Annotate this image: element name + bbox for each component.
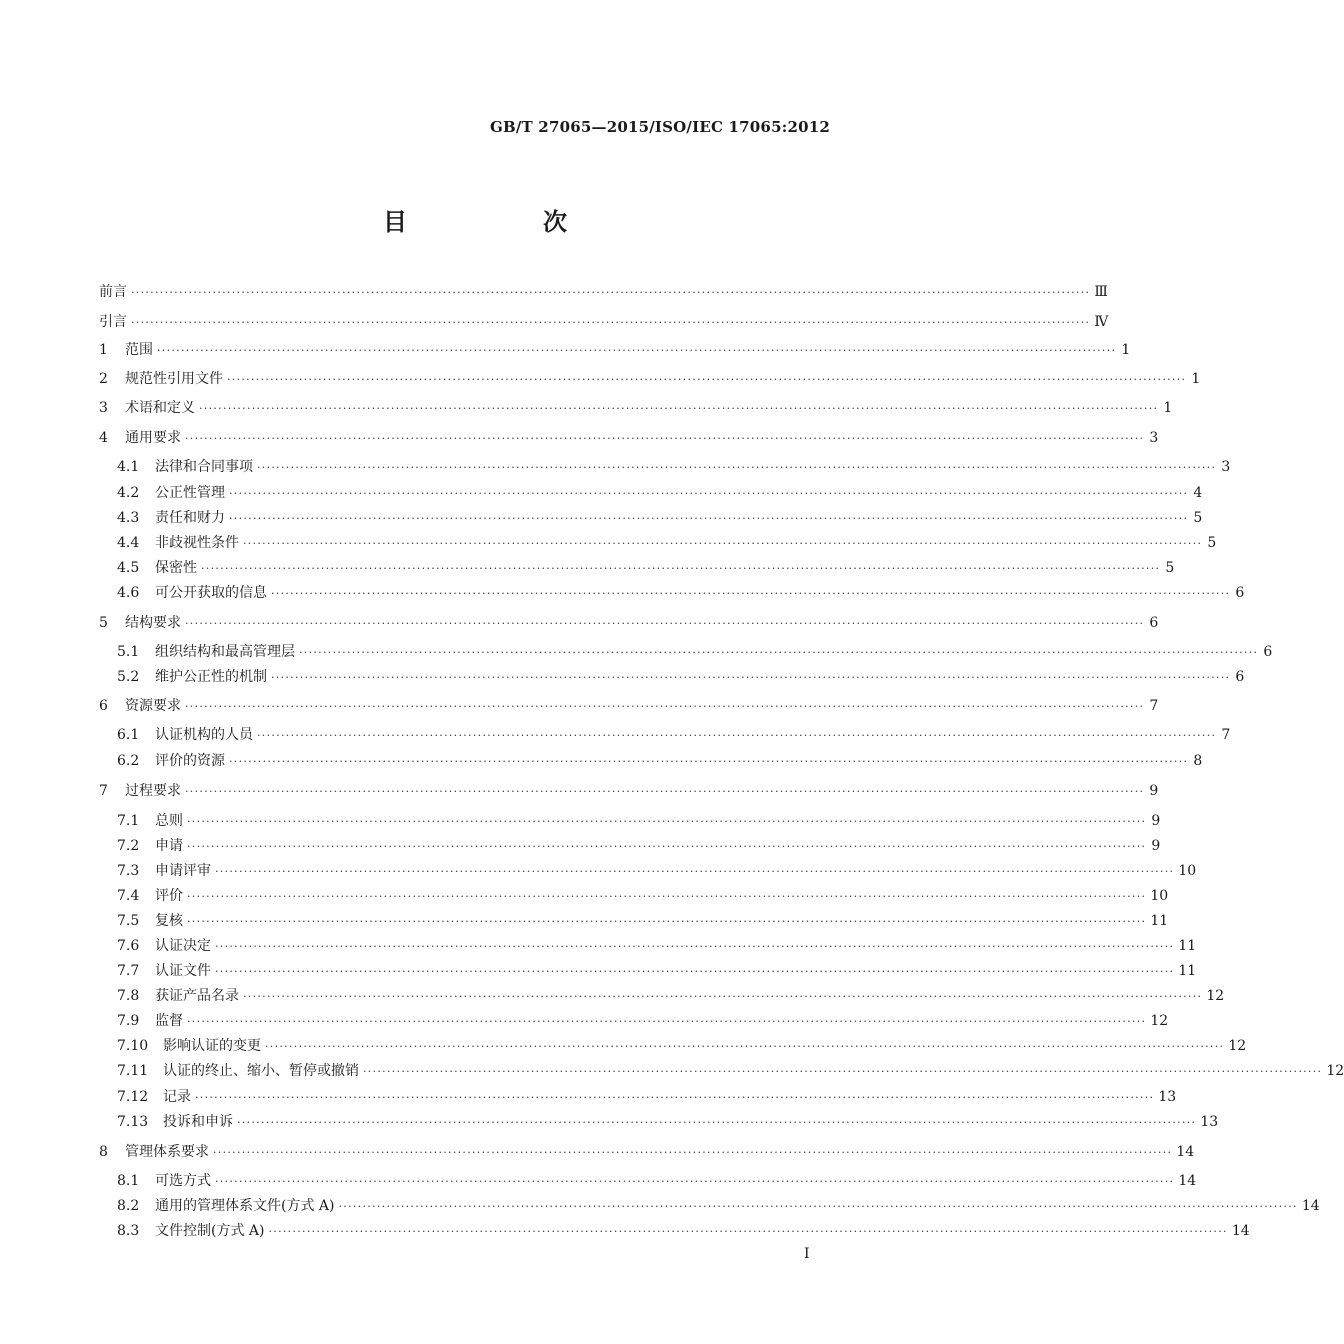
toc-entry [117, 960, 1197, 982]
toc-page-number: 14 [1301, 1198, 1320, 1214]
toc-section-number: 3 [99, 400, 108, 416]
toc-leader-dots: ········································································································································································································ [131, 286, 1091, 299]
toc-leader-dots: ········································································································································································································ [199, 402, 1159, 415]
toc-page-number: 5 [1193, 510, 1203, 526]
toc-entry [99, 427, 1159, 449]
toc-leader-dots: ········································································································································································································ [265, 1040, 1225, 1053]
toc-page-number: 7 [1221, 727, 1231, 743]
toc-section-title: 术语和定义 [125, 400, 195, 416]
toc-section-number: 7.9 [117, 1013, 140, 1029]
toc-entry [117, 910, 1169, 932]
toc-section-number: 7.5 [117, 913, 140, 929]
toc-page-number: 11 [1178, 938, 1197, 954]
toc-entry [117, 1220, 1250, 1242]
toc-leader-dots: ········································································································································································································ [237, 1116, 1197, 1129]
toc-section-number: 7.12 [117, 1089, 149, 1105]
toc-page-number: 11 [1178, 963, 1197, 979]
toc-leader-dots: ········································································································································································································ [185, 617, 1145, 630]
toc-section-title: 管理体系要求 [125, 1144, 209, 1160]
toc-page-number: 12 [1150, 1013, 1169, 1029]
toc-entry [99, 311, 1109, 333]
toc-section-title: 公正性管理 [155, 485, 225, 501]
toc-entry [117, 750, 1203, 772]
toc-section-title: 认证机构的人员 [155, 727, 253, 743]
toc-leader-dots: ········································································································································································································ [215, 1175, 1175, 1188]
toc-page-number: 5 [1207, 535, 1217, 551]
toc-section-number: 4.6 [117, 585, 140, 601]
toc-section-title: 认证文件 [155, 963, 211, 979]
toc-entry [99, 612, 1159, 634]
toc-page-number: 11 [1150, 913, 1169, 929]
toc-section-number: 4.1 [117, 459, 140, 475]
toc-leader-dots: ········································································································································································································ [215, 965, 1175, 978]
toc-page-number: 6 [1263, 644, 1273, 660]
toc-section-number: 8 [99, 1144, 108, 1160]
toc-entry [117, 1060, 1344, 1082]
toc-leader-dots: ········································································································································································································ [201, 562, 1161, 575]
toc-page-number: 14 [1231, 1223, 1250, 1239]
toc-section-title: 影响认证的变更 [163, 1038, 261, 1054]
toc-section-title: 前言 [99, 284, 127, 300]
toc-page-number: 13 [1200, 1114, 1219, 1130]
toc-page-number: 13 [1158, 1089, 1177, 1105]
toc-section-number: 2 [99, 371, 108, 387]
toc-entry [117, 532, 1217, 554]
toc-section-title: 可公开获取的信息 [155, 585, 267, 601]
toc-section-number: 4.3 [117, 510, 140, 526]
toc-section-number: 1 [99, 342, 108, 358]
toc-section-number: 7.4 [117, 888, 140, 904]
toc-leader-dots: ········································································································································································································ [229, 487, 1189, 500]
toc-page-number: 14 [1176, 1144, 1195, 1160]
toc-leader-dots: ········································································································································································································ [185, 432, 1145, 445]
toc-page-number: 10 [1150, 888, 1169, 904]
toc-section-number: 6.1 [117, 727, 140, 743]
toc-section-title: 资源要求 [125, 698, 181, 714]
toc-leader-dots: ········································································································································································································ [213, 1146, 1173, 1159]
toc-entry [99, 281, 1108, 303]
toc-page-number: Ⅳ [1094, 314, 1109, 330]
toc-entry [117, 1111, 1219, 1133]
toc-section-number: 4.4 [117, 535, 140, 551]
toc-section-number: 7.10 [117, 1038, 149, 1054]
toc-section-title: 通用要求 [125, 430, 181, 446]
toc-entry [117, 835, 1161, 857]
toc-page-number: Ⅲ [1094, 284, 1108, 300]
toc-leader-dots: ········································································································································································································ [271, 587, 1231, 600]
toc-entry [117, 885, 1169, 907]
toc-leader-dots: ········································································································································································································ [157, 344, 1117, 357]
toc-page-number: 1 [1163, 400, 1173, 416]
toc-leader-dots: ········································································································································································································ [187, 815, 1147, 828]
toc-section-title: 非歧视性条件 [155, 535, 239, 551]
toc-entry [117, 985, 1225, 1007]
toc-entry [117, 1086, 1177, 1108]
toc-section-number: 7.6 [117, 938, 140, 954]
toc-section-title: 范围 [125, 342, 153, 358]
toc-entry [117, 935, 1197, 957]
toc-page-number: 1 [1121, 342, 1131, 358]
toc-section-title: 引言 [99, 314, 127, 330]
toc-leader-dots: ········································································································································································································ [299, 646, 1259, 659]
toc-entry [117, 582, 1245, 604]
toc-section-number: 4.2 [117, 485, 140, 501]
toc-entry [117, 666, 1245, 688]
toc-section-title: 法律和合同事项 [155, 459, 253, 475]
toc-section-title: 认证决定 [155, 938, 211, 954]
toc-entry [117, 557, 1175, 579]
toc-section-title: 组织结构和最高管理层 [155, 644, 295, 660]
toc-entry [99, 339, 1131, 361]
toc-page-number: 1 [1191, 371, 1201, 387]
toc-page-number: 12 [1326, 1063, 1344, 1079]
toc-page-number: 3 [1221, 459, 1231, 475]
toc-leader-dots: ········································································································································································································ [187, 915, 1147, 928]
toc-entry [99, 397, 1173, 419]
toc-leader-dots: ········································································································································································································ [257, 461, 1217, 474]
toc-entry [117, 507, 1203, 529]
toc-page-number: 12 [1206, 988, 1225, 1004]
toc-section-number: 8.2 [117, 1198, 140, 1214]
toc-section-number: 7.8 [117, 988, 140, 1004]
toc-section-number: 5 [99, 615, 108, 631]
toc-leader-dots: ········································································································································································································ [187, 890, 1147, 903]
toc-leader-dots: ········································································································································································································ [185, 785, 1145, 798]
toc-section-number: 7.11 [117, 1063, 149, 1079]
toc-entry [99, 1141, 1195, 1163]
toc-section-number: 7.13 [117, 1114, 149, 1130]
page-number: I [804, 1246, 810, 1262]
toc-entry [99, 780, 1159, 802]
toc-leader-dots: ········································································································································································································ [257, 729, 1217, 742]
toc-leader-dots: ········································································································································································································ [215, 940, 1175, 953]
toc-page-number: 8 [1193, 753, 1203, 769]
toc-leader-dots: ········································································································································································································ [187, 840, 1147, 853]
toc-section-number: 7.3 [117, 863, 140, 879]
toc-section-title: 文件控制(方式 A) [155, 1223, 265, 1239]
toc-leader-dots: ········································································································································································································ [215, 865, 1175, 878]
toc-section-title: 结构要求 [125, 615, 181, 631]
toc-leader-dots: ········································································································································································································ [187, 1015, 1147, 1028]
toc-leader-dots: ········································································································································································································ [243, 990, 1203, 1003]
toc-section-title: 可选方式 [155, 1173, 211, 1189]
toc-section-title: 责任和财力 [155, 510, 225, 526]
toc-section-title: 维护公正性的机制 [155, 669, 267, 685]
toc-page-number: 6 [1149, 615, 1159, 631]
toc-page-number: 5 [1165, 560, 1175, 576]
toc-leader-dots: ········································································································································································································ [185, 700, 1145, 713]
toc-entry [117, 1010, 1169, 1032]
toc-section-title: 通用的管理体系文件(方式 A) [155, 1198, 335, 1214]
toc-entry [117, 810, 1161, 832]
toc-section-title: 认证的终止、缩小、暂停或撤销 [163, 1063, 359, 1079]
toc-section-title: 获证产品名录 [155, 988, 239, 1004]
toc-page-number: 3 [1149, 430, 1159, 446]
page-title: 目 次 [383, 207, 623, 236]
toc-section-title: 申请评审 [155, 863, 211, 879]
toc-section-title: 保密性 [155, 560, 197, 576]
toc-page-number: 6 [1235, 585, 1245, 601]
toc-section-title: 复核 [155, 913, 183, 929]
toc-leader-dots: ········································································································································································································ [195, 1091, 1155, 1104]
standard-code: GB/T 27065—2015/ISO/IEC 17065:2012 [489, 118, 830, 136]
toc-section-number: 7.2 [117, 838, 140, 854]
toc-leader-dots: ········································································································································································································ [243, 537, 1203, 550]
toc-entry [117, 1195, 1320, 1217]
toc-section-title: 记录 [163, 1089, 191, 1105]
toc-page-number: 9 [1151, 813, 1161, 829]
toc-section-number: 5.2 [117, 669, 140, 685]
toc-page-number: 10 [1178, 863, 1197, 879]
toc-leader-dots: ········································································································································································································ [131, 316, 1091, 329]
toc-leader-dots: ········································································································································································································ [229, 755, 1189, 768]
toc-section-title: 监督 [155, 1013, 183, 1029]
toc-leader-dots: ········································································································································································································ [227, 373, 1187, 386]
toc-section-number: 6.2 [117, 753, 140, 769]
toc-leader-dots: ········································································································································································································ [271, 671, 1231, 684]
toc-leader-dots: ········································································································································································································ [229, 512, 1189, 525]
toc-entry [99, 368, 1201, 390]
toc-section-number: 4 [99, 430, 108, 446]
toc-page-number: 7 [1149, 698, 1159, 714]
toc-section-number: 4.5 [117, 560, 140, 576]
toc-entry [117, 456, 1231, 478]
toc-page-number: 14 [1178, 1173, 1197, 1189]
toc-entry [117, 860, 1197, 882]
toc-page-number: 9 [1151, 838, 1161, 854]
toc-page-number: 9 [1149, 783, 1159, 799]
toc-section-title: 评价 [155, 888, 183, 904]
toc-page-number: 12 [1228, 1038, 1247, 1054]
toc-entry [117, 1170, 1197, 1192]
toc-section-title: 规范性引用文件 [125, 371, 223, 387]
toc-section-number: 7.7 [117, 963, 140, 979]
toc-section-number: 8.3 [117, 1223, 140, 1239]
toc-entry [117, 724, 1231, 746]
toc-page-number: 6 [1235, 669, 1245, 685]
toc-section-number: 8.1 [117, 1173, 140, 1189]
toc-entry [99, 695, 1159, 717]
toc-page-number: 4 [1193, 485, 1203, 501]
toc-section-number: 7 [99, 783, 108, 799]
toc-section-number: 6 [99, 698, 108, 714]
toc-entry [117, 482, 1203, 504]
toc-section-number: 7.1 [117, 813, 140, 829]
toc-section-title: 评价的资源 [155, 753, 225, 769]
toc-section-title: 过程要求 [125, 783, 181, 799]
toc-section-title: 申请 [155, 838, 183, 854]
toc-leader-dots: ········································································································································································································ [268, 1225, 1228, 1238]
toc-leader-dots: ········································································································································································································ [363, 1065, 1323, 1078]
toc-section-title: 投诉和申诉 [163, 1114, 233, 1130]
toc-entry [117, 1035, 1247, 1057]
toc-section-title: 总则 [155, 813, 183, 829]
toc-section-number: 5.1 [117, 644, 140, 660]
toc-leader-dots: ········································································································································································································ [338, 1200, 1298, 1213]
toc-entry [117, 641, 1273, 663]
